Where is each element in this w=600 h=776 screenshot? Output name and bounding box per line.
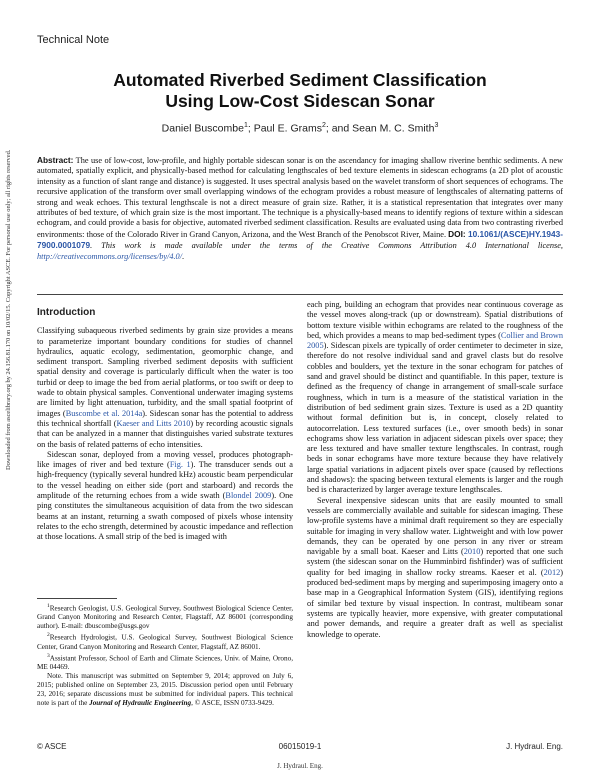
footnote [37,602,293,631]
citation-link[interactable]: 2012 [543,567,561,577]
author-affil-mark: 3 [434,122,439,129]
download-side-note: Downloaded from ascelibrary.org by 24.156.81.170 on 10/02/15. Copyright ASCE. For personal use only; all rights reserved. [5,149,12,471]
left-column [37,308,293,543]
abstract-label: Abstract: [37,155,74,165]
citation-link[interactable]: Collier and Brown 2005 [307,330,563,351]
article-type-label: Technical Note [37,34,110,46]
footer-page-number: 06015019-1 [278,742,322,751]
footnotes [37,602,293,708]
footnote-text: Assistant Professor, School of Earth and Climate Sciences, Univ. of Maine, Orono, ME 04469. [37,654,293,672]
footer-journal: J. Hydraul. Eng. [506,742,563,751]
title-line-1: Automated Riverbed Sediment Classification [113,70,487,90]
footnote-text: Research Hydrologist, U.S. Geological Survey, Southwest Biological Science Center, Grand Canyon Monitoring and Research Center, Flagstaff, AZ 86001. [37,633,293,651]
journal-name: Journal of Hydraulic Engineering [89,699,192,708]
license-text: . This work is made available under the terms of the Creative Commons Attribution 4.0 International license, [90,241,563,251]
text-run: Sidescan sonar, deployed from a moving vessel, produces photograph-like images of river and bed texture ( [37,449,293,470]
footnote [37,631,293,651]
paragraph [37,326,293,450]
license-end: . [182,251,185,261]
text-run: ). One ping constitutes the simultaneous acquisition of data from the two sidescan beams at an instant, returning a swath composed of pixels whose intensity relates to the echo strength, determined by acoustic impedance and reflection at those locations. A small strip of the bed is imaged with [37,491,293,542]
journal-bottom-label: J. Hydraul. Eng. [277,762,323,770]
paragraph [307,300,563,496]
text-run: ). Sidescan sonar has the potential to address this technical shortfall ( [37,408,294,428]
text-run: ). Sidescan pixels are typically of order centimeter to decimeter in size, therefore do not resolve individual sand and gravel clasts but do resolve cobbles and boulders, yet the texture in the sonar echogram for patches of sand and gravel should be distinct and quantifiable. In this paper, texture is defined as the frequency of change in arrangement of small-scale surface roughness, which in turn is a measure of the statistical variation in the distribution of bed sediment grain sizes. Texture is used as a 2D quantity without formal definition but is, in concept, closely related to autocorrelation. Less textured surfaces (i.e., over smooth beds) in sonar echograms show less variation in adjacent sidescan pixels over space; they are less textured and have smaller texture lengthscales. In contrast, rough beds in sonar echograms have more texture because they have relatively large spatial variations in adjacent pixels over space (caused by reflections and shadows): the spacing between textural elements is larger and the rough bed is characterized by larger average texture lengthscales. [307,341,563,495]
author-list [37,122,563,135]
license-link[interactable]: http://creativecommons.org/licenses/by/4.0/ [37,251,183,261]
author-name: Daniel Buscombe [161,122,244,135]
text-run: Classifying subaqueous riverbed sediments by grain size provides a means to parameterize important boundary conditions for studies of channel hydraulics, aquatic ecology, sedimentation, geomorphic change, and sediment transport. Sampling riverbed sediment deposits with sufficient spatial density and coverage is particularly difficult when the water is too turbid or deep to image the bed from aerial platforms, or too swift or deep to wade to obtain physical samples. Conventional underwater imaging systems are limited by light attenuation, turbidity, and the small spatial footprint of images ( [37,326,293,418]
footnote [37,652,293,672]
citation-link[interactable]: Buscombe et al. 2014a [65,408,143,418]
doi-label: DOI: [448,228,468,239]
citation-link[interactable]: 2010 [463,547,481,557]
citation-link[interactable]: Kaeser and Litts 2010 [116,418,191,428]
author-affil-mark: 1 [243,122,248,129]
citation-link[interactable]: Blondel 2009 [225,491,272,501]
text-run: ) reported that one such system (the sidescan sonar on the Humminbird fishfinder) was of sufficient quality for bed imaging in shallow rocky streams. Kaeser et al. ( [307,547,563,577]
section-heading-introduction: Introduction [37,307,96,318]
paper-title [37,70,563,112]
text-run: ) by recording acoustic signals that can be analyzed in a manner that distinguishes varied substrate textures on the basis of related patterns of echo intensities. [37,418,293,449]
footnote-text: Research Geologist, U.S. Geological Survey, Southwest Biological Science Center, Grand Canyon Monitoring and Research Center, Flagstaff, AZ 86001 (corresponding author). E-mail: dbuscombe@usgs.gov [37,604,293,631]
footer-copyright: © ASCE [37,742,67,751]
author-name: ; and Sean M. C. Smith [325,122,435,135]
author-affil-mark: 2 [321,122,326,129]
note-text: , © ASCE, ISSN 0733-9429. [191,699,274,708]
figure-link[interactable]: Fig. 1 [169,460,191,470]
abstract-divider [37,294,563,295]
doi-link[interactable]: 10.1061/(ASCE)HY.1943-7900.0001079 [37,228,563,251]
text-run: each ping, building an echogram that provides near continuous coverage as the vessel moves along-track (up or downstream). Spatial distributions of bottom texture visible within echograms are related to the roughness of the bed, which provides a means to map bed-sediment types ( [307,300,563,340]
paragraph [37,450,293,543]
note-text: Note. This manuscript was submitted on September 9, 2014; approved on July 6, 2015; published online on September 23, 2015. Discussion period open until February 23, 2016; separate discussions must be submitted for individual papers. This technical note is part of the [37,672,293,708]
manuscript-note [37,672,293,708]
text-run: ) produced bed-sediment maps by merging and superimposing imagery onto a base map in a Geographical Information System (GIS), identifying regions of similar bed texture by visual inspection. In contrast, multibeam sonar systems are typically heavier, more expensive, with greater computational and power demands, and require a greater draft as well as specialist knowledge to operate. [307,567,563,639]
abstract-body: The use of low-cost, low-profile, and highly portable sidescan sonar is on the ascendancy for imaging shallow riverine benthic sediments. A new automated, spatially explicit, and physically-based method for calculating lengthscales of bed texture elements in sidescan echograms (a 2D plot of acoustic intensity as a function of slant range and distance) is suggested. It uses spectral analysis based on the wavelet transform of short sequences of echograms. The recursive application of the transform over small overlapping windows of the echogram provides a robust measure of lengthscales of alternating patterns of strong and weak echoes. This textural lengthscale is not a direct measure of grain size. Rather, it is a statistical representation that integrates over many attributes of bed texture, of which grain size is the most important. The technique is a physically-based means to identify regions of texture within a sidescan echogram, and could provide a basis for objective, automated riverbed sediment classification. Results are evaluated using data from two contrasting riverbed environments: those of the Colorado River in Grand Canyon, Arizona, and the West Branch of the Penobscot River, Maine. [37,156,563,239]
footnote-divider [37,598,117,599]
footnote-number: 3 [47,652,50,659]
text-run: Several inexpensive sidescan units that are easily mounted to small vessels are commercially available and suitable for sidescan imaging. These low-profile systems have a minimal draft requirement so they are especially suitable for imaging in very shallow water. Lightweight and with low power demands, they can be operated by one person in any river or stream navigable by a small boat. Kaeser and Litts ( [307,495,563,557]
footnote-number: 1 [47,603,50,609]
footnote-number: 2 [47,632,50,639]
paragraph [307,496,563,640]
text-run: ). The transducer sends out a high-frequency (typically several hundred kHz) acoustic beam perpendicular to the vessel heading on either side (port and starboard) and records the amplitude of the returning echoes from a wide swath ( [37,460,293,501]
author-name: ; Paul E. Grams [247,122,322,135]
title-line-2: Using Low-Cost Sidescan Sonar [165,91,435,111]
right-column [307,300,563,640]
abstract [37,155,563,262]
